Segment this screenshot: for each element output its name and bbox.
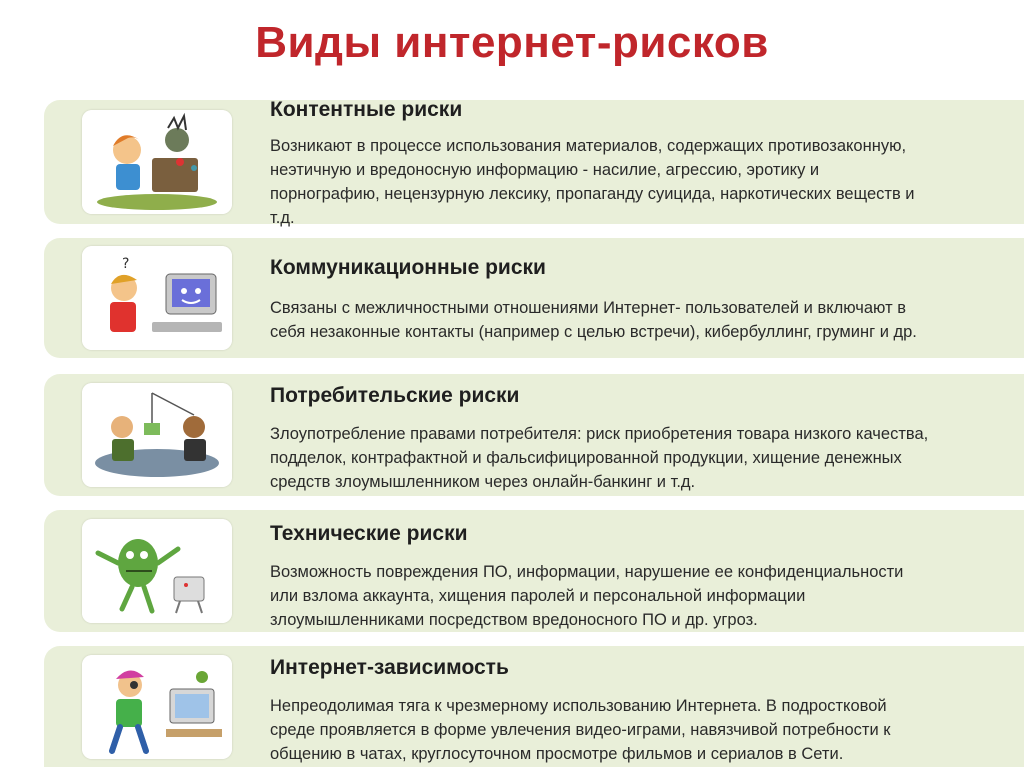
risk-heading: Технические риски [270,522,468,545]
risk-heading: Коммуникационные риски [270,256,546,279]
risk-card-consumer [44,374,1024,496]
child-at-computer-monster-illustration [82,110,232,214]
page-title: Виды интернет-рисков [255,18,769,67]
risk-card-content [44,98,1024,227]
risk-card-addiction [44,646,1024,767]
risk-heading: Потребительские риски [270,384,520,407]
risk-description: Возможность повреждения ПО, информации, нарушение ее конфиденциальности или взлома аккаунта, хищения паролей и персональной информации злоумышленниками посредством вредоносного ПО и др. угроз. [270,563,904,629]
virus-monster-illustration [82,519,232,623]
risk-description: Непреодолимая тяга к чрезмерному использованию Интернета. В подростковой среде проявляется в форме увлечения видео-играми, навязчивой потребности к общению в чатах, круглосуточном просмотре фильмов и сериалов в Сети. [270,697,891,763]
risk-description: Связаны с межличностными отношениями Интернет- пользователей и включают в себя незаконные контакты (например с целью встречи), кибербуллинг, груминг и др. [270,299,917,341]
fraud-fishing-money-illustration [82,383,232,487]
risk-heading: Интернет-зависимость [270,656,509,679]
risk-card-technical [44,510,1024,632]
risk-description: Злоупотребление правами потребителя: риск приобретения товара низкого качества, подделок, контрафактной и фальсифицированной продукции, хищение денежных средств злоумышленником через онлайн-банкинг и т.д. [270,425,929,491]
risk-heading: Контентные риски [270,98,463,121]
child-with-talking-computer-illustration [82,246,232,350]
risk-description: Возникают в процессе использования материалов, содержащих противозаконную, неэтичную и вредоносную информацию - насилие, агрессию, эротику и порнографию, нецензурную лексику, пропаганду суицида, наркотических веществ и т.д. [270,137,915,227]
gamer-addiction-illustration [82,655,232,759]
svg-text:?: ? [122,256,130,272]
risk-card-communication [44,238,1024,358]
